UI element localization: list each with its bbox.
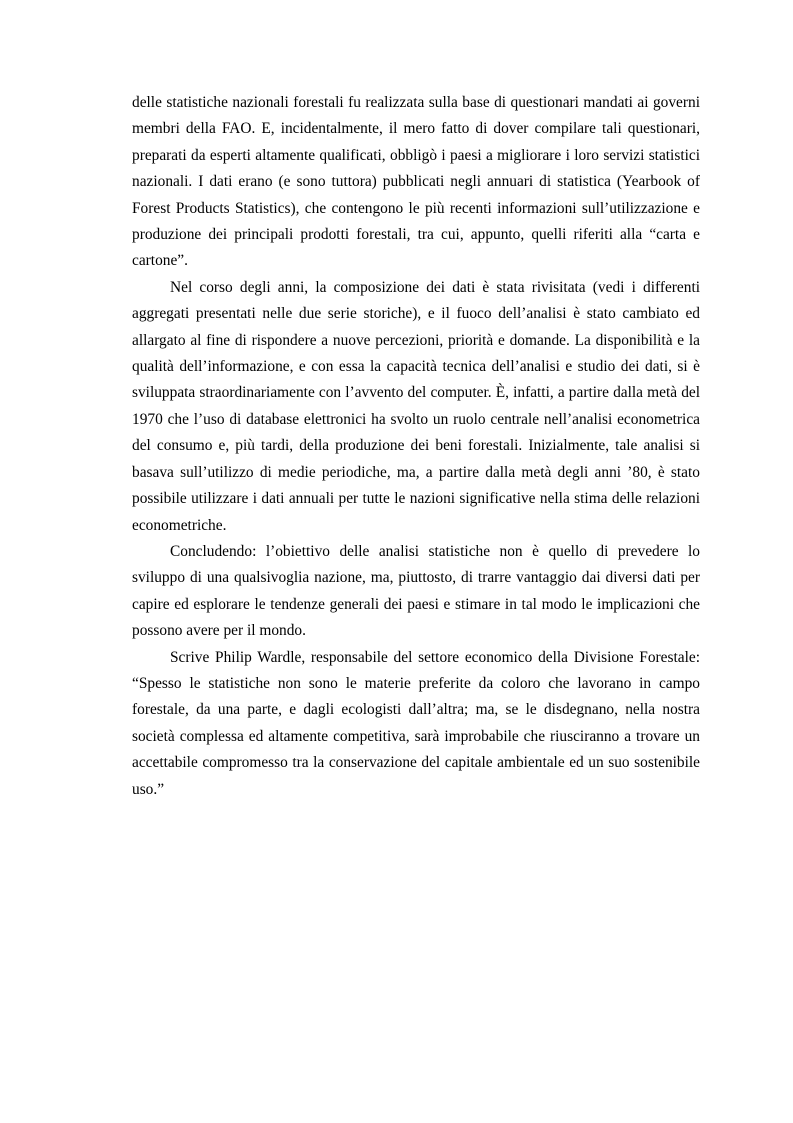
paragraph-continuation: delle statistiche nazionali forestali fu realizzata sulla base di questionari mandati ai governi membri della FAO. E, incidentalmente, il mero fatto di dover compilare tali questionari, preparati da esperti altamente qualificati, obbligò i paesi a migliorare i loro servizi statistici nazionali. I dati erano (e sono tuttora) pubblicati negli annuari di statistica (Yearbook of Forest Products Statistics), che contengono le più recenti informazioni sull’utilizzazione e produzione dei principali prodotti forestali, tra cui, appunto, quelli riferiti alla “carta e cartone”.: [132, 94, 700, 270]
paragraph-conclusion: Concludendo: l’obiettivo delle analisi statistiche non è quello di prevedere lo sviluppo di una qualsivoglia nazione, ma, piuttosto, di trarre vantaggio dai diversi dati per capire ed esplorare le tendenze generali dei paesi e stimare in tal modo le implicazioni che possono avere per il mondo.: [132, 542, 700, 640]
paragraph-data-history: Nel corso degli anni, la composizione dei dati è stata rivisitata (vedi i differenti aggregati presentati nelle due serie storiche), e il fuoco dell’analisi è stato cambiato ed allargato al fine di rispondere a nuove percezioni, priorità e domande. La disponibilità e la qualità dell’informazione, e con essa la capacità tecnica dell’analisi e studio dei dati, si è sviluppata straordinariamente con l’avvento del computer. È, infatti, a partire dalla metà del 1970 che l’uso di database elettronici ha svolto un ruolo centrale nell’analisi econometrica del consumo e, più tardi, della produzione dei beni forestali. Inizialmente, tale analisi si basava sull’utilizzo di medie periodiche, ma, a partire dalla metà degli anni ’80, è stato possibile utilizzare i dati annuali per tutte le nazioni significative nella stima delle relazioni econometriche.: [132, 278, 700, 534]
paragraph-wardle-quote: Scrive Philip Wardle, responsabile del settore economico della Divisione Forestale: “Spesso le statistiche non sono le materie preferite da coloro che lavorano in campo forestale, da una parte, e dagli ecologisti dall’altra; ma, se le disdegnano, nella nostra società complessa ed altamente competitiva, sarà improbabile che riusciranno a trovare un accettabile compromesso tra la conservazione del capitale ambientale ed un suo sostenibile uso.”: [132, 648, 700, 798]
document-body: [132, 90, 700, 803]
